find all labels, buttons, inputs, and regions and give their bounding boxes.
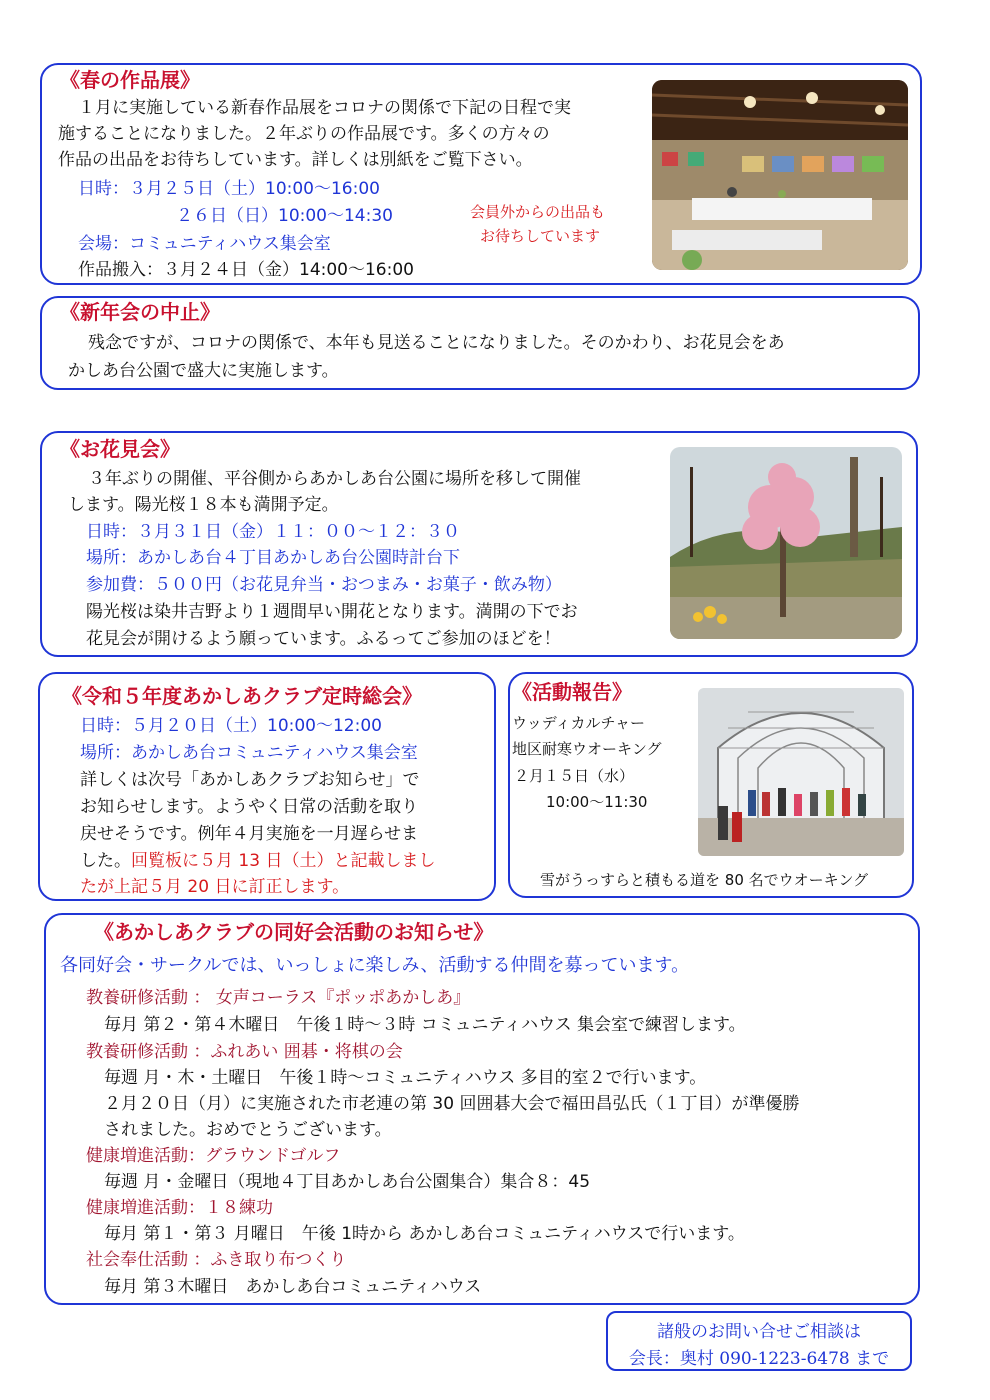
cherry-tree-image [670,447,902,639]
report-line-1: ウッディカルチャー [512,714,646,732]
spring-body-2: 施することになりました。２年ぶりの作品展です。多くの方々の [58,124,550,144]
report-title: 《活動報告》 [512,680,632,704]
club-ground-golf-line-1: 毎週 月・金曜日（現地４丁目あかしあ台公園集合）集合８：45 [104,1172,591,1192]
report-line-4: 10:00～11:30 [546,793,648,811]
report-line-3: ２月１５日（水） [514,767,635,785]
newyear-body-1: 残念ですが、コロナの関係で、本年も見送ることになりました。そのかわり、お花見会をあ [88,333,785,353]
spring-title: 《春の作品展》 [60,68,200,92]
club-category-go-shogi: 教養研修活動 ：ふれあい 囲碁・将棋の会 [86,1042,403,1062]
report-line-2: 地区耐寒ウオーキング [512,740,662,758]
club-category-chorus: 教養研修活動 ： 女声コーラス『ポッポあかしあ』 [86,988,471,1008]
clubs-intro: 各同好会・サークルでは、いっしょに楽しみ、活動する仲間を募っています。 [60,955,690,976]
club-go-shogi-line-2: ２月２０日（月）に実施された市老連の第 30 回囲碁大会で福田昌弘氏（１丁目）が準優勝 [104,1094,800,1114]
spring-date-2: ２６日（日）10:00～14:30 [176,206,393,226]
general-date: 日時：５月２０日（土）10:00～12:00 [80,716,382,736]
general-place: 場所：あかしあ台コミュニティハウス集会室 [80,743,418,763]
hanami-body2-1: 陽光桜は染井吉野より１週間早い開花となります。満開の下でお [86,602,578,622]
club-go-shogi-line-1: 毎週 月・木・土曜日 午後１時～コミュニティハウス 多目的室２で行います。 [104,1068,707,1088]
newyear-body-2: かしあ台公園で盛大に実施します。 [68,361,339,381]
cherry-tree-photo [670,447,902,639]
hanami-body2-2: 花見会が開けるよう願っています。ふるってご参加のほどを！ [86,629,561,649]
general-body-tail: した。 [80,851,131,871]
spring-note-2: お待ちしています [480,227,601,245]
exhibition-hall-photo [652,80,908,270]
club-chorus-line-1: 毎月 第２・第４木曜日 午後１時～３時 コミュニティハウス 集会室で練習します。 [104,1015,746,1035]
club-category-ground-golf: 健康増進活動：グラウンドゴルフ [86,1146,341,1166]
spring-note-1: 会員外からの出品も [470,203,606,221]
spring-date-1: 日時：３月２５日（土）10:00～16:00 [78,179,380,199]
hanami-body-2: します。陽光桜１８本も満開予定。 [68,495,339,515]
report-caption: 雪がうっすらと積もる道を 80 名でウオーキング [540,871,869,889]
general-title: 《令和５年度あかしあクラブ定時総会》 [62,684,422,708]
hanami-body-1: ３年ぶりの開催、平谷側からあかしあ台公園に場所を移して開催 [88,469,581,489]
general-body-2: お知らせします。ようやく日常の活動を取り [80,797,419,817]
inquiry-line-2: 会長：奥村 090-1223-6478 まで [628,1349,890,1369]
hanami-date: 日時：３月３１日（金）１１：００～１２：３０ [86,522,460,542]
inquiry-line-1: 諸般のお問い合せご相談は [657,1322,861,1342]
club-cloth-line-1: 毎月 第３木曜日 あかしあ台コミュニティハウス [104,1277,482,1297]
hanami-place: 場所：あかしあ台４丁目あかしあ台公園時計台下 [86,548,460,568]
general-body-4 [80,849,435,873]
club-go-shogi-line-3: されました。おめでとうございます。 [104,1120,392,1140]
newyear-title: 《新年会の中止》 [60,300,220,324]
exhibition-hall-image [652,80,908,270]
clubs-title: 《あかしあクラブの同好会活動のお知らせ》 [94,920,494,944]
hanami-title: 《お花見会》 [60,437,180,461]
spring-setup: 作品搬入：３月２４日（金）14:00～16:00 [78,260,414,280]
club-category-18-renko: 健康増進活動：１８練功 [86,1198,273,1218]
spring-body-3: 作品の出品をお待ちしています。詳しくは別紙をご覧下さい。 [58,150,533,170]
spring-body-1: １月に実施している新春作品展をコロナの関係で下記の日程で実 [78,98,571,118]
general-body-3: 戻せそうです。例年４月実施を一月遅らせま [80,824,419,844]
club-18-renko-line-1: 毎月 第１・第３ 月曜日 午後 1時から あかしあ台コミュニティハウスで行います。 [104,1224,745,1244]
inquiry-box [606,1311,912,1371]
general-correction-1: 回覧板に５月 13 日（土）と記載しまし [131,851,436,871]
club-category-cloth: 社会奉仕活動 ：ふき取り布つくり [86,1250,347,1270]
hanami-fee: 参加費：５００円（お花見弁当・おつまみ・お菓子・飲み物） [86,575,562,595]
general-body-1: 詳しくは次号「あかしあクラブお知らせ」で [80,770,420,790]
walking-event-image [698,688,904,856]
walking-event-photo [698,688,904,856]
spring-venue: 会場：コミュニティハウス集会室 [78,234,331,254]
general-correction-2: たが上記５月 20 日に訂正します。 [80,877,350,897]
